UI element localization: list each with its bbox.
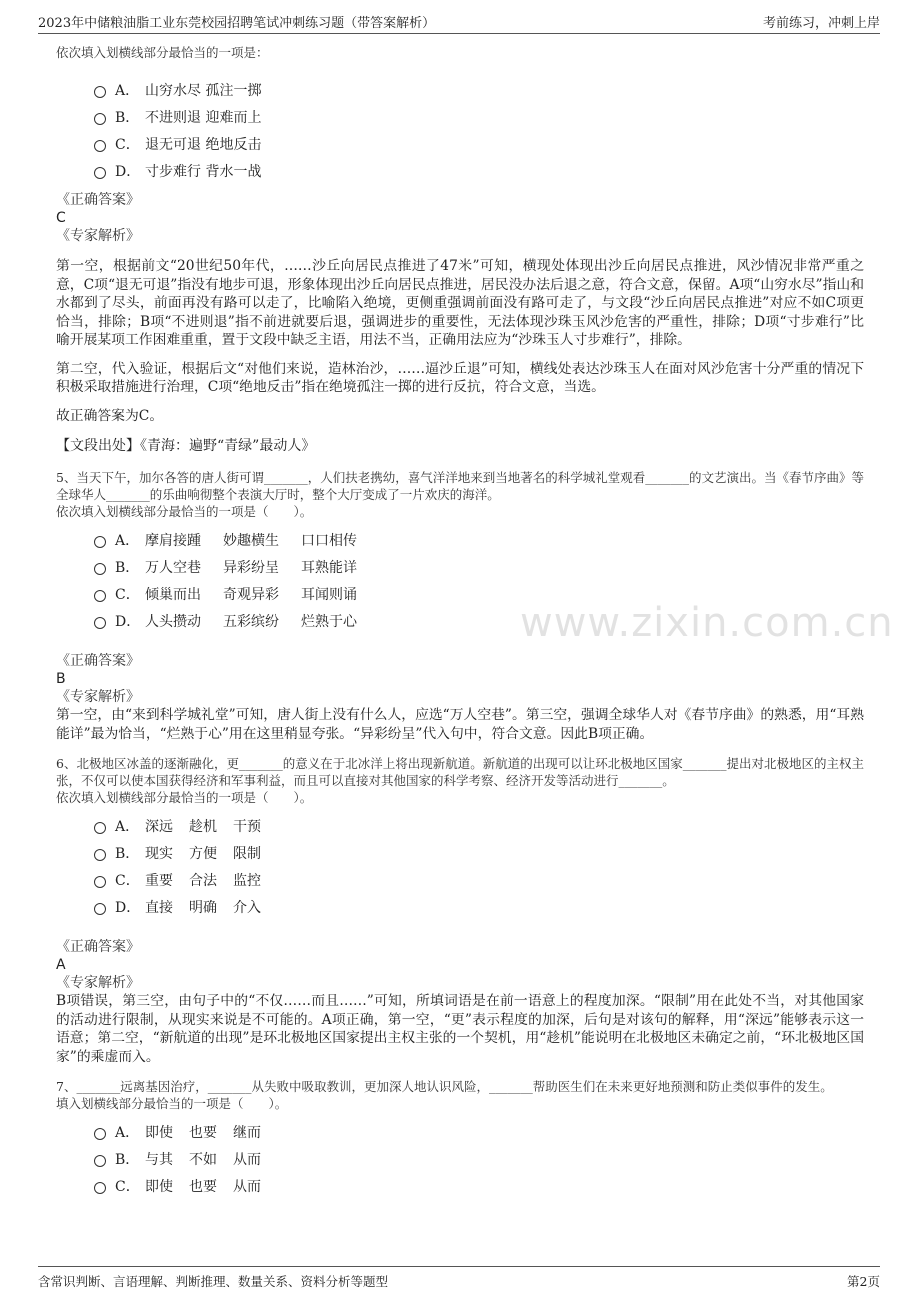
option-text: 不进则退 迎难而上 bbox=[145, 109, 262, 126]
option-word-3: 口口相传 bbox=[301, 532, 357, 549]
radio-icon[interactable] bbox=[94, 563, 106, 575]
option-text: 退无可退 绝地反击 bbox=[145, 136, 262, 153]
page-content bbox=[56, 44, 864, 1199]
analysis-tag: 《专家解析》 bbox=[56, 228, 140, 244]
watermark: www.zixin.com.cn bbox=[520, 600, 894, 646]
option-word-3: 耳闻则诵 bbox=[301, 586, 357, 603]
option-label: C． bbox=[115, 136, 140, 153]
page-footer bbox=[38, 1266, 880, 1296]
option-b[interactable] bbox=[94, 103, 864, 130]
question-6 bbox=[56, 755, 864, 1066]
option-word-2: 异彩纷呈 bbox=[223, 559, 279, 576]
question-6-options bbox=[94, 812, 864, 920]
option-label: B． bbox=[115, 1151, 140, 1168]
option-word-3: 介入 bbox=[233, 899, 261, 916]
answer-tag: 《正确答案》 bbox=[56, 192, 140, 208]
radio-icon[interactable] bbox=[94, 140, 106, 152]
analysis-tag: 《专家解析》 bbox=[56, 689, 140, 705]
option-a[interactable] bbox=[94, 812, 864, 839]
option-text: 寸步难行 背水一战 bbox=[145, 163, 262, 180]
radio-icon[interactable] bbox=[94, 1155, 106, 1167]
option-word-3: 干预 bbox=[233, 818, 261, 835]
option-label: A． bbox=[115, 82, 140, 99]
option-label: B． bbox=[115, 845, 140, 862]
correct-answer: B bbox=[56, 671, 66, 687]
option-word-2: 明确 bbox=[189, 899, 217, 916]
question-5-options bbox=[94, 526, 864, 634]
radio-icon[interactable] bbox=[94, 1182, 106, 1194]
option-word-2: 趁机 bbox=[189, 818, 217, 835]
source-title: 《青海：遍野“青绿”最动人》 bbox=[140, 438, 316, 454]
source-label: 【文段出处】 bbox=[56, 438, 140, 454]
header-slogan: 考前练习，冲刺上岸 bbox=[762, 16, 880, 31]
option-word-3: 限制 bbox=[233, 845, 261, 862]
option-word-1: 人头攒动 bbox=[145, 613, 201, 630]
option-word-1: 与其 bbox=[145, 1151, 173, 1168]
option-label: D． bbox=[115, 163, 141, 180]
question-7-options bbox=[94, 1118, 864, 1199]
question-4-options bbox=[94, 76, 864, 184]
option-word-3: 继而 bbox=[233, 1124, 261, 1141]
option-b[interactable] bbox=[94, 839, 864, 866]
answer-tag: 《正确答案》 bbox=[56, 653, 140, 669]
correct-answer: A bbox=[56, 957, 66, 973]
option-label: D． bbox=[115, 899, 141, 916]
option-word-2: 五彩缤纷 bbox=[223, 613, 279, 630]
question-6-stem: 6、北极地区冰盖的逐渐融化，更_______的意义在于北冰洋上将出现新航道。新航道的出现可以让环北极地区国家_______提出对北极地区的主权主张，不仅可以使本国获得经济和军事利益，而且可以直接对其他国家的科学考察、经济开发等活动进行_______。 bbox=[56, 756, 864, 788]
option-word-1: 万人空巷 bbox=[145, 559, 201, 576]
option-word-2: 不如 bbox=[189, 1151, 217, 1168]
option-word-1: 即使 bbox=[145, 1124, 173, 1141]
option-label: A． bbox=[115, 818, 140, 835]
radio-icon[interactable] bbox=[94, 113, 106, 125]
option-d[interactable] bbox=[94, 893, 864, 920]
question-7 bbox=[56, 1078, 864, 1199]
option-word-2: 合法 bbox=[189, 872, 217, 889]
option-word-1: 重要 bbox=[145, 872, 173, 889]
option-c[interactable] bbox=[94, 130, 864, 157]
option-d[interactable] bbox=[94, 157, 864, 184]
option-word-3: 从而 bbox=[233, 1151, 261, 1168]
radio-icon[interactable] bbox=[94, 86, 106, 98]
option-text: 山穷水尽 孤注一掷 bbox=[145, 82, 262, 99]
radio-icon[interactable] bbox=[94, 536, 106, 548]
option-c[interactable] bbox=[94, 866, 864, 893]
option-b[interactable] bbox=[94, 553, 864, 580]
radio-icon[interactable] bbox=[94, 1128, 106, 1140]
option-label: A． bbox=[115, 532, 140, 549]
option-a[interactable] bbox=[94, 76, 864, 103]
question-5-stem: 5、当天下午，加尔各答的唐人街可谓_______，人们扶老携幼，喜气洋洋地来到当地著名的科学城礼堂观看_______的文艺演出。当《春节序曲》等全球华人_______的乐曲响彻整个表演大厅时，整个大厅变成了一片欢庆的海洋。 bbox=[56, 470, 864, 502]
radio-icon[interactable] bbox=[94, 617, 106, 629]
option-label: C． bbox=[115, 1178, 140, 1195]
option-word-3: 监控 bbox=[233, 872, 261, 889]
option-word-1: 现实 bbox=[145, 845, 173, 862]
question-7-stem: 7、_______远离基因治疗，_______从失败中吸取教训，更加深人地认识风险，_______帮助医生们在未来更好地预测和防止类似事件的发生。 bbox=[56, 1079, 833, 1094]
option-word-2: 也要 bbox=[189, 1178, 217, 1195]
option-b[interactable] bbox=[94, 1145, 864, 1172]
option-label: C． bbox=[115, 872, 140, 889]
option-d[interactable] bbox=[94, 607, 864, 634]
option-word-1: 摩肩接踵 bbox=[145, 532, 201, 549]
analysis-tag: 《专家解析》 bbox=[56, 975, 140, 991]
question-6-instruction: 依次填入划横线部分最恰当的一项是（ ）。 bbox=[56, 790, 313, 805]
option-word-3: 从而 bbox=[233, 1178, 261, 1195]
option-word-1: 倾巢而出 bbox=[145, 586, 201, 603]
question-5-instruction: 依次填入划横线部分最恰当的一项是（ ）。 bbox=[56, 504, 313, 519]
analysis-paragraph-2: 第二空，代入验证，根据后文“对他们来说，造林治沙，……逼沙丘退”可知，横线处表达沙珠玉人在面对风沙危害十分严重的情况下积极采取措施进行治理，C项“绝地反击”指在绝境孤注一掷的进行反抗，符合文意，当选。 bbox=[56, 360, 864, 395]
option-a[interactable] bbox=[94, 526, 864, 553]
option-word-1: 直接 bbox=[145, 899, 173, 916]
radio-icon[interactable] bbox=[94, 167, 106, 179]
correct-answer: C bbox=[56, 210, 66, 226]
option-word-1: 即使 bbox=[145, 1178, 173, 1195]
answer-tag: 《正确答案》 bbox=[56, 939, 140, 955]
option-word-3: 耳熟能详 bbox=[301, 559, 357, 576]
option-label: B． bbox=[115, 109, 140, 126]
question-4 bbox=[56, 44, 864, 455]
radio-icon[interactable] bbox=[94, 822, 106, 834]
page-header bbox=[38, 8, 880, 34]
option-c[interactable] bbox=[94, 580, 864, 607]
radio-icon[interactable] bbox=[94, 903, 106, 915]
source-line bbox=[56, 437, 864, 455]
option-label: C． bbox=[115, 586, 140, 603]
analysis-paragraph-1: 第一空，根据前文“20世纪50年代，……沙丘向居民点推进了47米”可知，横现处体现出沙丘向居民点推进，风沙情况非常严重之意，C项“退无可退”指没有地步可退，形象体现出沙丘向居民点推进，居民没办法后退之意，符合文意，保留。A项“山穷水尽”指山和水都到了尽头，前面再没有路可以走了，比喻陷入绝境，更侧重强调前面没有路可走了，与文段“沙丘向居民点推进”对应不如C项更恰当，排除；B项“不进则退”指不前进就要后退，强调进步的重要性，无法体现沙珠玉风沙危害的严重性，排除；D项“寸步难行”比喻开展某项工作困难重重，置于文段中缺乏主语，用法不当，正确用法应为“沙珠玉人寸步难行”，排除。 bbox=[56, 258, 864, 348]
radio-icon[interactable] bbox=[94, 849, 106, 861]
option-label: B． bbox=[115, 559, 140, 576]
option-word-3: 烂熟于心 bbox=[301, 613, 357, 630]
radio-icon[interactable] bbox=[94, 590, 106, 602]
option-word-2: 方便 bbox=[189, 845, 217, 862]
question-5 bbox=[56, 469, 864, 743]
question-7-instruction: 填入划横线部分最恰当的一项是（ ）。 bbox=[56, 1096, 288, 1111]
analysis-paragraph-3: 故正确答案为C。 bbox=[56, 407, 164, 424]
page-number: 第2页 bbox=[847, 1274, 880, 1289]
analysis-paragraph: B项错误，第三空，由句子中的“不仅……而且……”可知，所填词语是在前一语意上的程度加深。“限制”用在此处不当，对其他国家的活动进行限制，从现实来说是不可能的。A项正确，第一空，“更”表示程度的加深，后句是对该句的解释，用“深远”能够表示这一语意；第二空，“新航道的出现”是环北极地区国家提出主权主张的一个契机，用“趁机”能说明在北极地区未确定之前，“环北极地区国家”的乘虚而入。 bbox=[56, 993, 864, 1065]
analysis-paragraph: 第一空，由“来到科学城礼堂”可知，唐人街上没有什么人，应选“万人空巷”。第三空，强调全球华人对《春节序曲》的熟悉，用“耳熟能详”最为恰当，“烂熟于心”用在这里稍显夸张。“异彩纷呈”代入句中，符合文意。因此B项正确。 bbox=[56, 707, 864, 742]
option-word-1: 深远 bbox=[145, 818, 173, 835]
option-label: A． bbox=[115, 1124, 140, 1141]
document-title: 2023年中储粮油脂工业东莞校园招聘笔试冲刺练习题（带答案解析） bbox=[38, 16, 436, 31]
question-4-instruction: 依次填入划横线部分最恰当的一项是： bbox=[56, 45, 269, 60]
radio-icon[interactable] bbox=[94, 876, 106, 888]
option-c[interactable] bbox=[94, 1172, 864, 1199]
footer-topics: 含常识判断、言语理解、判断推理、数量关系、资料分析等题型 bbox=[38, 1274, 389, 1289]
option-word-2: 也要 bbox=[189, 1124, 217, 1141]
option-a[interactable] bbox=[94, 1118, 864, 1145]
option-word-2: 妙趣横生 bbox=[223, 532, 279, 549]
option-word-2: 奇观异彩 bbox=[223, 586, 279, 603]
option-label: D． bbox=[115, 613, 141, 630]
